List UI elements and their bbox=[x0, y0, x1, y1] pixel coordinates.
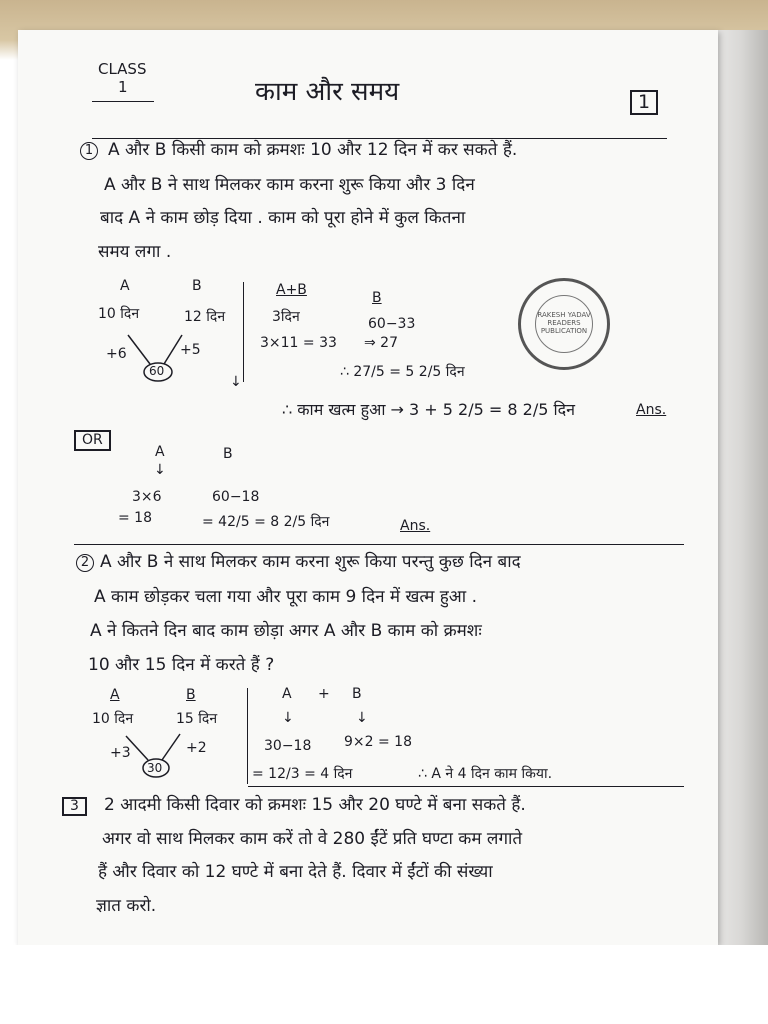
q1-divider-arrow: ↓ bbox=[230, 374, 242, 390]
or-ans-mark: Ans. bbox=[400, 518, 431, 534]
class-label: CLASS bbox=[98, 60, 147, 78]
q1-line1: A और B किसी काम को क्रमशः 10 और 12 दिन में कर सकते हैं. bbox=[108, 140, 518, 160]
or-a-value: = 18 bbox=[118, 510, 152, 526]
or-a-label: A bbox=[155, 444, 165, 460]
q2-b-calc: 9×2 = 18 bbox=[344, 734, 412, 750]
q3-line4: ज्ञात करो. bbox=[96, 896, 157, 916]
q2-col-b: B bbox=[352, 686, 362, 702]
q3-number-box: 3 bbox=[62, 797, 87, 816]
q2-result: = 12/3 = 4 दिन bbox=[252, 766, 353, 782]
q2-a-efficiency: +3 bbox=[110, 745, 131, 761]
q3-line3: हैं और दिवार को 12 घण्टे में बना देते हैं. दिवार में ईंटों की संख्या bbox=[98, 862, 493, 882]
class-underline bbox=[92, 101, 154, 102]
q1-b-time: ∴ 27/5 = 5 2/5 दिन bbox=[340, 364, 465, 380]
q2-total-work: 30 bbox=[147, 761, 163, 775]
q1-a-days: 10 दिन bbox=[98, 306, 140, 322]
q1-b-rem-calc: 60−33 bbox=[368, 316, 416, 332]
page-number-box: 1 bbox=[630, 90, 658, 115]
q2-arrow-b: ↓ bbox=[356, 710, 368, 726]
page-title: काम और समय bbox=[255, 77, 400, 107]
q2-divider bbox=[247, 688, 248, 784]
q1-b-efficiency: +5 bbox=[180, 342, 201, 358]
q2-b-label: B bbox=[186, 687, 196, 703]
q1-total-work: 60 bbox=[149, 364, 165, 378]
or-box: OR bbox=[74, 430, 111, 451]
q2-number: 2 bbox=[76, 554, 94, 572]
q2-col-a: A bbox=[282, 686, 292, 702]
q2-b-efficiency: +2 bbox=[186, 740, 207, 756]
q3-line2: अगर वो साथ मिलकर काम करें तो वे 280 ईंटें प्रति घण्टा कम लगाते bbox=[102, 829, 523, 849]
q1-line2: A और B ने साथ मिलकर काम करना शुरू किया और 3 दिन bbox=[104, 175, 475, 195]
q1-number: 1 bbox=[80, 142, 98, 160]
q1-lcm-diagram bbox=[120, 330, 240, 390]
q1-line4: समय लगा . bbox=[98, 242, 172, 262]
q3-line1: 2 आदमी किसी दिवार को क्रमशः 15 और 20 घण्टे में बना सकते हैं. bbox=[104, 795, 526, 815]
q1-ab-days: 3दिन bbox=[272, 309, 300, 325]
q2-a-days: 10 दिन bbox=[92, 711, 134, 727]
class-number: 1 bbox=[118, 78, 128, 96]
q1-ab-work: 3×11 = 33 bbox=[260, 335, 337, 351]
bottom-margin bbox=[0, 945, 768, 1024]
q1-b-rem-value: ⇒ 27 bbox=[364, 335, 398, 351]
q1-b-days: 12 दिन bbox=[184, 309, 226, 325]
q1-final-answer: ∴ काम खत्म हुआ → 3 + 5 2/5 = 8 2/5 दिन bbox=[282, 400, 575, 419]
publisher-stamp bbox=[518, 278, 610, 370]
q2-conclusion: ∴ A ने 4 दिन काम किया. bbox=[418, 766, 553, 782]
q1-a-label: A bbox=[120, 278, 130, 294]
q2-a-label: A bbox=[110, 687, 120, 703]
q1-end-rule bbox=[74, 544, 684, 545]
q2-plus: + bbox=[318, 686, 330, 702]
q1-b-rem-label: B bbox=[372, 290, 382, 306]
or-arrow: ↓ bbox=[154, 462, 166, 478]
header-rule bbox=[92, 138, 667, 139]
q2-lcm-diagram bbox=[120, 728, 240, 788]
q2-line4: 10 और 15 दिन में करते हैं ? bbox=[88, 655, 275, 675]
q1-b-label: B bbox=[192, 278, 202, 294]
q1-line3: बाद A ने काम छोड़ दिया . काम को पूरा होने में कुल कितना bbox=[100, 208, 466, 228]
q2-end-rule bbox=[248, 786, 684, 787]
or-b-calc: 60−18 bbox=[212, 489, 260, 505]
or-b-value: = 42/5 = 8 2/5 दिन bbox=[202, 514, 330, 530]
q2-a-calc: 30−18 bbox=[264, 738, 312, 754]
q2-line2: A काम छोड़कर चला गया और पूरा काम 9 दिन में खत्म हुआ . bbox=[94, 587, 477, 607]
q2-b-days: 15 दिन bbox=[176, 711, 218, 727]
q2-arrow-a: ↓ bbox=[282, 710, 294, 726]
q1-ab-label: A+B bbox=[276, 282, 307, 298]
q1-divider bbox=[243, 282, 244, 382]
q1-a-efficiency: +6 bbox=[106, 346, 127, 362]
or-a-calc: 3×6 bbox=[132, 489, 162, 505]
or-b-label: B bbox=[223, 446, 233, 462]
q2-line1: A और B ने साथ मिलकर काम करना शुरू किया परन्तु कुछ दिन बाद bbox=[100, 552, 521, 572]
stamp-text: RAKESH YADAV READERS PUBLICATION bbox=[535, 295, 593, 353]
q2-line3: A ने कितने दिन बाद काम छोड़ा अगर A और B काम को क्रमशः bbox=[90, 621, 482, 641]
q1-ans-mark: Ans. bbox=[636, 402, 667, 418]
